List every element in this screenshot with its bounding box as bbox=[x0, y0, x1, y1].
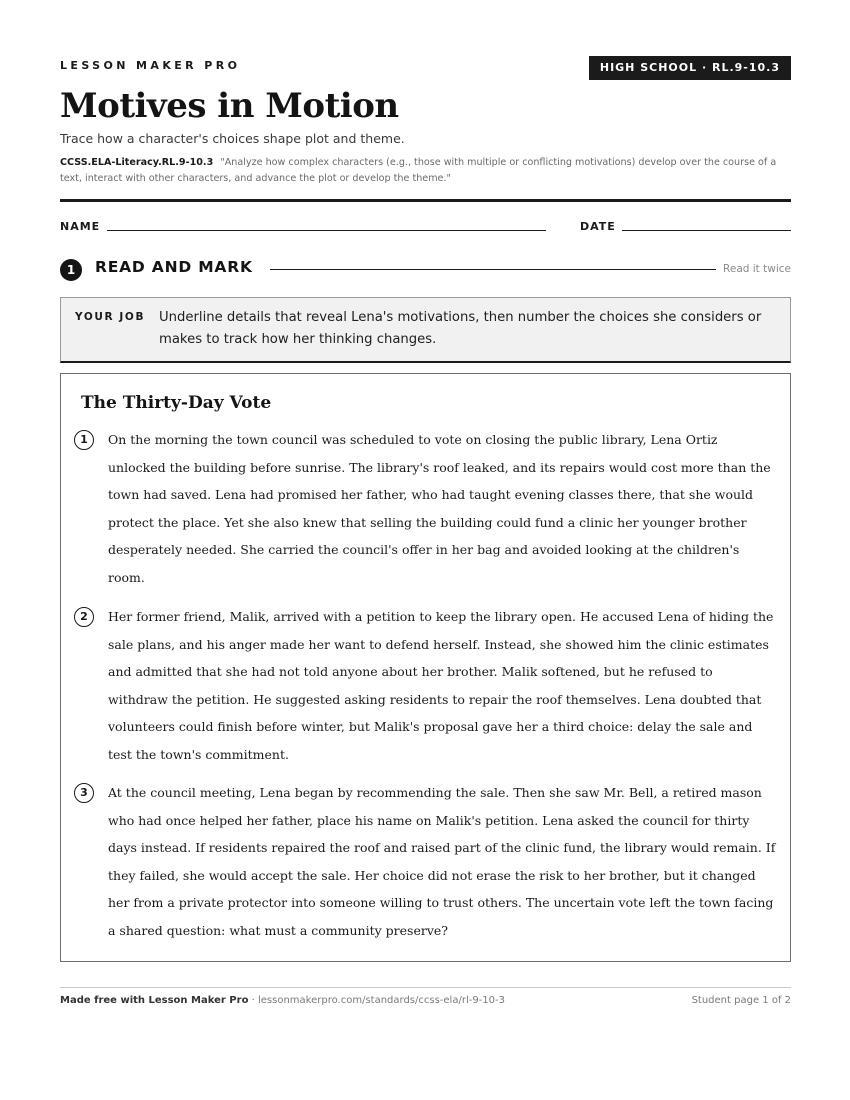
date-field-line[interactable] bbox=[622, 230, 791, 231]
section-title: READ AND MARK bbox=[95, 258, 253, 276]
section-number-badge: 1 bbox=[60, 259, 82, 281]
section-rule bbox=[270, 269, 716, 270]
your-job-label: YOUR JOB bbox=[75, 311, 146, 323]
footer-url[interactable]: · lessonmakerpro.com/standards/ccss-ela/rl-9-10-3 bbox=[251, 995, 505, 1006]
worksheet-page bbox=[60, 0, 791, 1100]
top-bar bbox=[60, 56, 791, 80]
worksheet-title: Motives in Motion bbox=[60, 86, 399, 126]
grade-standard-badge: HIGH SCHOOL · RL.9-10.3 bbox=[589, 56, 791, 80]
footer-credit bbox=[60, 995, 505, 1006]
header-divider bbox=[60, 199, 791, 202]
paragraph-number-badge: 2 bbox=[74, 607, 94, 627]
paragraph-number-badge: 1 bbox=[74, 430, 94, 450]
reading-passage bbox=[60, 373, 791, 962]
worksheet-subtitle: Trace how a character's choices shape plot and theme. bbox=[60, 131, 405, 146]
paragraph-text: On the morning the town council was scheduled to vote on closing the public library, Lena Ortiz unlocked the building before sunrise. The library's roof leaked, and its repairs would cost more than the town had saved. Lena had promised her father, who had taught evening classes there, that she would protect the place. Yet she also knew that selling the building could fund a clinic her younger brother desperately needed. She carried the council's offer in her bag and avoided looking at the children's room. bbox=[108, 432, 771, 585]
passage-paragraph bbox=[80, 779, 776, 944]
your-job-text: Underline details that reveal Lena's motivations, then number the choices she considers or makes to track how her thinking changes. bbox=[159, 310, 762, 347]
passage-paragraph bbox=[80, 603, 776, 768]
footer-page-number: Student page 1 of 2 bbox=[691, 995, 791, 1006]
standard-text: "Analyze how complex characters (e.g., those with multiple or conflicting motivations) develop over the course of a text, interact with other characters, and advance the plot or develop the theme." bbox=[60, 157, 777, 184]
passage-title: The Thirty-Day Vote bbox=[81, 393, 272, 413]
date-label: DATE bbox=[580, 220, 616, 233]
your-job-box bbox=[60, 297, 791, 363]
standard-description bbox=[60, 155, 791, 187]
standard-code: CCSS.ELA-Literacy.RL.9-10.3 bbox=[60, 157, 214, 168]
footer-made-with: Made free with Lesson Maker Pro bbox=[60, 995, 249, 1006]
paragraph-text: At the council meeting, Lena began by recommending the sale. Then she saw Mr. Bell, a retired mason who had once helped her father, place his name on Malik's petition. Lena asked the council for thirty days instead. If residents repaired the roof and raised part of the clinic fund, the library would remain. If they failed, she would accept the sale. Her choice did not erase the risk to her brother, but it changed her from a private protector into someone willing to trust others. The uncertain vote left the town facing a shared question: what must a community preserve? bbox=[108, 785, 776, 938]
brand-name: LESSON MAKER PRO bbox=[60, 59, 241, 72]
name-field-line[interactable] bbox=[107, 230, 546, 231]
paragraph-number-badge: 3 bbox=[74, 783, 94, 803]
section-note: Read it twice bbox=[723, 263, 791, 275]
paragraph-text: Her former friend, Malik, arrived with a petition to keep the library open. He accused Lena of hiding the sale plans, and his anger made her want to defend herself. Instead, she showed him the clinic estimates and admitted that she had not told anyone about her brother. Malik softened, but he refused to withdraw the petition. He suggested asking residents to repair the roof themselves. Lena doubted that volunteers could finish before winter, but Malik's proposal gave her a third choice: delay the sale and test the town's commitment. bbox=[108, 609, 774, 762]
footer-divider bbox=[60, 987, 791, 988]
passage-paragraph bbox=[80, 426, 776, 591]
name-label: NAME bbox=[60, 220, 101, 233]
